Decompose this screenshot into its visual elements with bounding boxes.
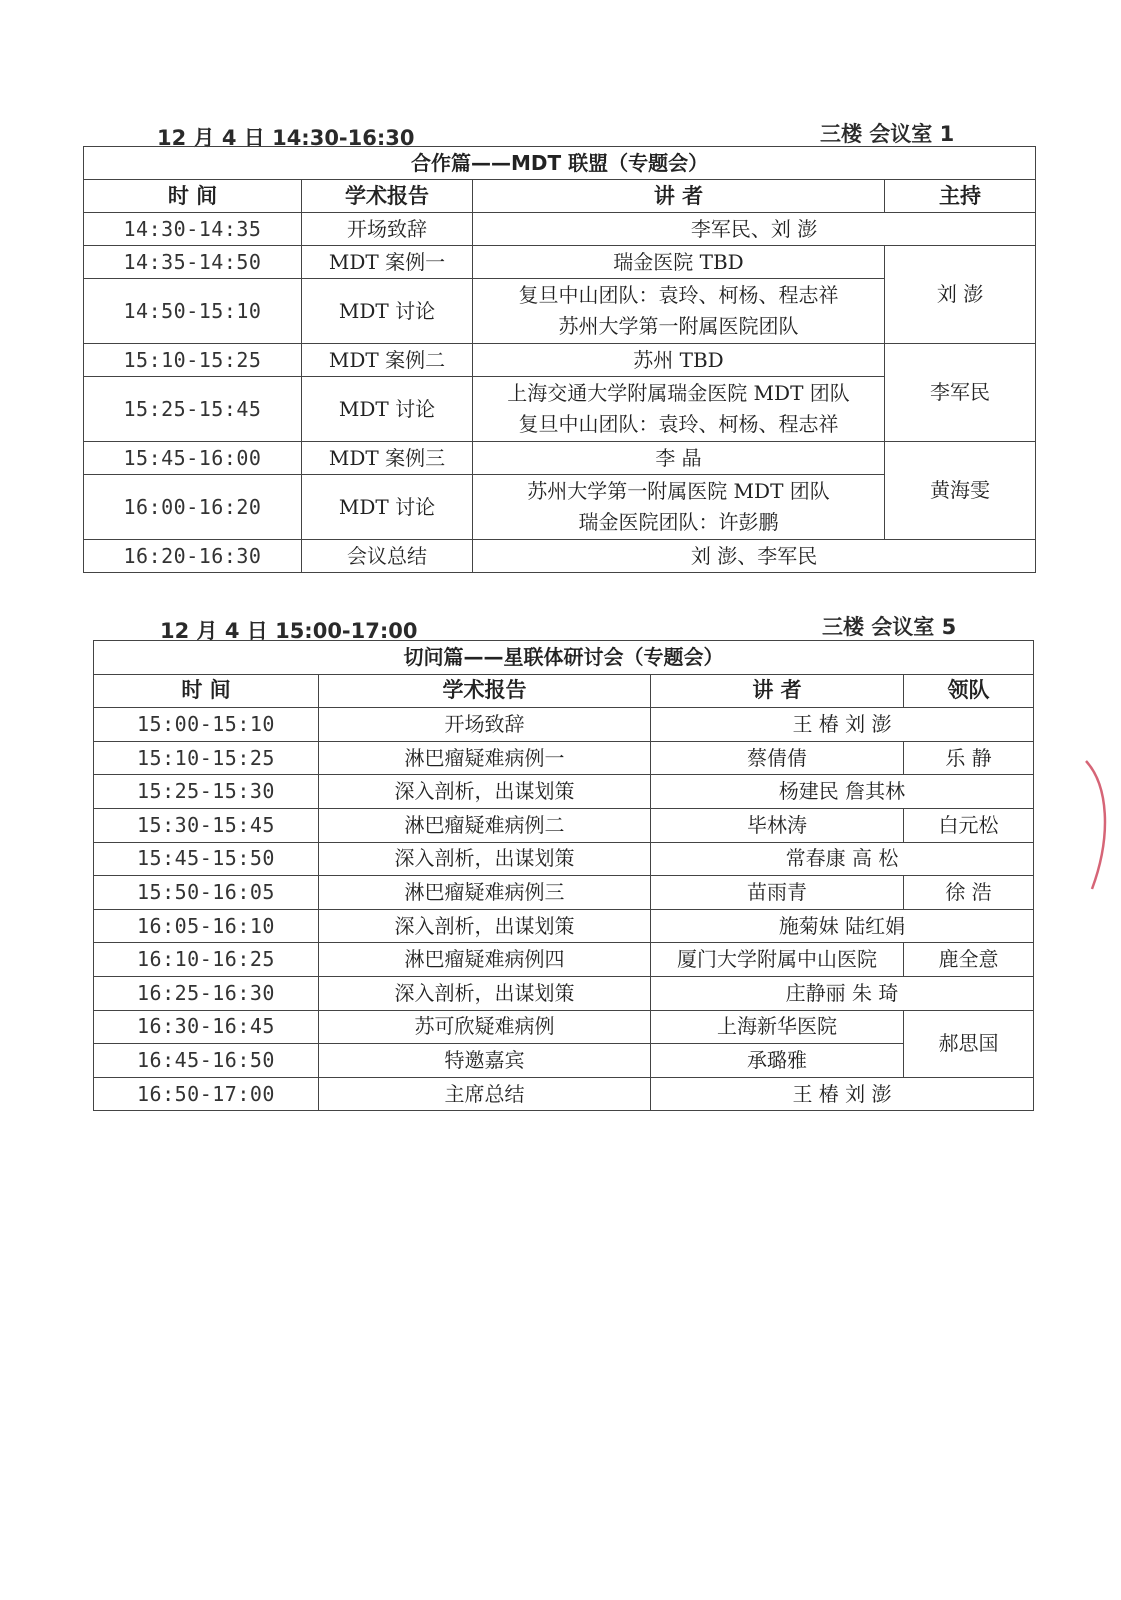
column-header-time: 时 间	[84, 180, 302, 213]
time-cell: 16:10-16:25	[94, 943, 319, 977]
speaker-cell	[473, 377, 885, 442]
time-cell: 16:45-16:50	[94, 1044, 319, 1078]
report-cell: MDT 讨论	[302, 475, 473, 540]
column-header-host: 主持	[885, 180, 1036, 213]
report-cell: 深入剖析，出谋划策	[319, 775, 651, 809]
report-cell: MDT 案例一	[302, 246, 473, 279]
time-cell: 16:20-16:30	[84, 540, 302, 573]
table-row	[84, 213, 1036, 246]
time-cell: 14:50-15:10	[84, 279, 302, 344]
session1-date-time: 12 月 4 日 14:30-16:30	[157, 126, 415, 150]
time-cell: 15:10-15:25	[84, 344, 302, 377]
report-cell: 淋巴瘤疑难病例四	[319, 943, 651, 977]
speaker-cell: 杨建民 詹其林	[651, 775, 1034, 809]
table-row	[94, 1077, 1034, 1111]
report-cell: 苏可欣疑难病例	[319, 1010, 651, 1044]
session1-location: 三楼 会议室 1	[820, 122, 955, 146]
table-row	[94, 708, 1034, 742]
time-cell: 15:10-15:25	[94, 741, 319, 775]
session2-title: 切问篇——星联体研讨会（专题会）	[94, 641, 1034, 675]
table-row	[84, 442, 1036, 475]
speaker-cell: 瑞金医院 TBD	[473, 246, 885, 279]
report-cell: 开场致辞	[319, 708, 651, 742]
time-cell: 16:30-16:45	[94, 1010, 319, 1044]
time-cell: 14:35-14:50	[84, 246, 302, 279]
column-header-speaker: 讲 者	[473, 180, 885, 213]
column-header-report: 学术报告	[319, 674, 651, 708]
speaker-cell: 毕林涛	[651, 808, 904, 842]
leader-cell: 徐 浩	[904, 876, 1034, 910]
table-row	[94, 943, 1034, 977]
session2-location: 三楼 会议室 5	[822, 615, 957, 639]
column-header-speaker: 讲 者	[651, 674, 904, 708]
session1-schedule-table	[83, 146, 1036, 573]
speaker-line: 上海交通大学附属瑞金医院 MDT 团队	[507, 381, 850, 405]
report-cell: MDT 案例三	[302, 442, 473, 475]
time-cell: 15:25-15:45	[84, 377, 302, 442]
report-cell: MDT 讨论	[302, 279, 473, 344]
table-row	[94, 909, 1034, 943]
speaker-line: 苏州大学第一附属医院团队	[558, 314, 799, 338]
table-row	[94, 1044, 1034, 1078]
time-cell: 15:00-15:10	[94, 708, 319, 742]
report-cell: MDT 讨论	[302, 377, 473, 442]
table-row	[84, 540, 1036, 573]
time-cell: 16:50-17:00	[94, 1077, 319, 1111]
speaker-line: 复旦中山团队：袁玲、柯杨、程志祥	[518, 283, 839, 307]
host-cell: 刘 澎	[885, 246, 1036, 344]
table-row	[94, 842, 1034, 876]
report-cell: 淋巴瘤疑难病例一	[319, 741, 651, 775]
speaker-cell: 苏州 TBD	[473, 344, 885, 377]
report-cell: 深入剖析，出谋划策	[319, 842, 651, 876]
report-cell: 淋巴瘤疑难病例三	[319, 876, 651, 910]
table-row	[94, 741, 1034, 775]
speaker-cell: 承璐雅	[651, 1044, 904, 1078]
table-row	[84, 246, 1036, 279]
time-cell: 16:00-16:20	[84, 475, 302, 540]
table-row	[94, 1010, 1034, 1044]
report-cell: 深入剖析，出谋划策	[319, 976, 651, 1010]
speaker-cell: 李军民、刘 澎	[473, 213, 1036, 246]
report-cell: 深入剖析，出谋划策	[319, 909, 651, 943]
speaker-cell: 蔡倩倩	[651, 741, 904, 775]
session1-title: 合作篇——MDT 联盟（专题会）	[84, 147, 1036, 180]
table-header-row	[84, 180, 1036, 213]
time-cell: 14:30-14:35	[84, 213, 302, 246]
leader-cell: 乐 静	[904, 741, 1034, 775]
speaker-cell: 苗雨青	[651, 876, 904, 910]
speaker-cell	[473, 475, 885, 540]
time-cell: 16:05-16:10	[94, 909, 319, 943]
report-cell: MDT 案例二	[302, 344, 473, 377]
speaker-cell: 庄静丽 朱 琦	[651, 976, 1034, 1010]
host-cell: 李军民	[885, 344, 1036, 442]
report-cell: 淋巴瘤疑难病例二	[319, 808, 651, 842]
table-row	[94, 876, 1034, 910]
time-cell: 15:45-15:50	[94, 842, 319, 876]
time-cell: 15:45-16:00	[84, 442, 302, 475]
speaker-cell: 厦门大学附属中山医院	[651, 943, 904, 977]
leader-cell: 白元松	[904, 808, 1034, 842]
session2-date-time: 12 月 4 日 15:00-17:00	[160, 619, 418, 643]
table-row	[84, 344, 1036, 377]
table-row	[94, 808, 1034, 842]
time-cell: 15:50-16:05	[94, 876, 319, 910]
leader-cell: 郝思国	[904, 1010, 1034, 1077]
stamp-edge-mark	[1078, 755, 1118, 895]
speaker-line: 复旦中山团队：袁玲、柯杨、程志祥	[518, 412, 839, 436]
host-cell: 黄海雯	[885, 442, 1036, 540]
speaker-cell: 王 椿 刘 澎	[651, 1077, 1034, 1111]
report-cell: 特邀嘉宾	[319, 1044, 651, 1078]
session2-schedule-table	[93, 640, 1034, 1111]
column-header-time: 时 间	[94, 674, 319, 708]
speaker-cell: 刘 澎、李军民	[473, 540, 1036, 573]
time-cell: 15:25-15:30	[94, 775, 319, 809]
time-cell: 16:25-16:30	[94, 976, 319, 1010]
speaker-cell: 施菊妹 陆红娟	[651, 909, 1034, 943]
report-cell: 主席总结	[319, 1077, 651, 1111]
speaker-cell: 常春康 高 松	[651, 842, 1034, 876]
time-cell: 15:30-15:45	[94, 808, 319, 842]
speaker-cell	[473, 279, 885, 344]
speaker-line: 瑞金医院团队：许彭鹏	[578, 510, 779, 534]
speaker-cell: 李 晶	[473, 442, 885, 475]
column-header-leader: 领队	[904, 674, 1034, 708]
leader-cell: 鹿全意	[904, 943, 1034, 977]
table-row	[94, 976, 1034, 1010]
table-row	[94, 775, 1034, 809]
speaker-cell: 上海新华医院	[651, 1010, 904, 1044]
speaker-cell: 王 椿 刘 澎	[651, 708, 1034, 742]
column-header-report: 学术报告	[302, 180, 473, 213]
table-header-row	[94, 674, 1034, 708]
report-cell: 会议总结	[302, 540, 473, 573]
speaker-line: 苏州大学第一附属医院 MDT 团队	[527, 479, 830, 503]
report-cell: 开场致辞	[302, 213, 473, 246]
